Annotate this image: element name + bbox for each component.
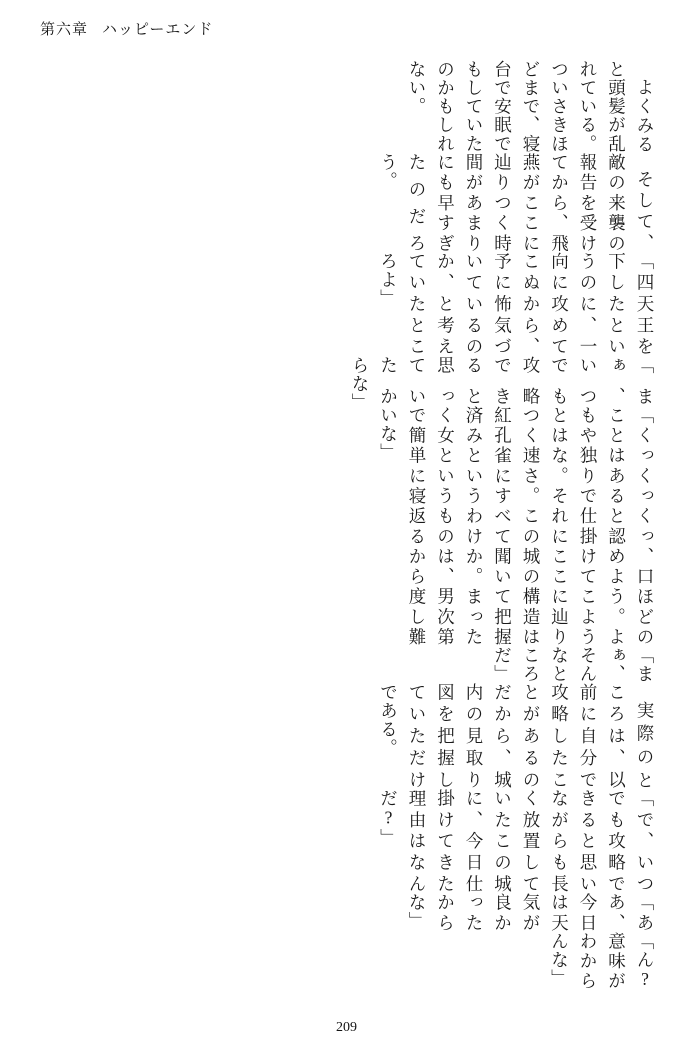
- paragraph: 「まぁ、いつでも攻略できると思っていたからな」: [350, 356, 655, 412]
- paragraph: 「ん? 意味がわからんな」: [549, 932, 655, 990]
- paragraph: 「ああ、今日は天気が良かったからな」: [407, 893, 655, 932]
- paragraph: 「で、いつでも攻略できると思いながらも長く放置していたこの城に、今日仕掛けてきた理由はなんだ?」: [378, 788, 655, 894]
- chapter-number: 第六章: [40, 22, 89, 38]
- paragraph: 「まぁ、そんなところだ」: [492, 646, 655, 684]
- paragraph: よくみると頭髪が乱れている。ついさきほどまで、寝台で安眠でもしていたのかもしれない。: [407, 60, 655, 153]
- paragraph: 「くっくっくっ、口ほどのことはあると認めよう。よもや独りで仕掛けてこようとはな。それにここに辿りつく速さ。この城の構造は紅孔雀にすべて聞いて把握済みというわけか。まったく女というものは、男次第で簡単に寝返るから度し難いな」: [378, 405, 655, 647]
- page-number: 209: [336, 1020, 357, 1035]
- chapter-title: ハッピーエンド: [102, 22, 214, 38]
- paragraph: 実際のところは、以前に自分で攻略したことがあるのだから、城内の見取り図を把握していただけである。: [378, 683, 655, 789]
- paragraph: 「四天王を下したというのに、一向に攻めてこぬから、予に怖気づいているのか、と考えていたところよ」: [378, 252, 655, 357]
- running-head: [40, 18, 213, 39]
- page-body-text: [39, 60, 659, 990]
- paragraph: そして、敵の来襲の報告を受けてから、飛燕がここに辿りつく時間があまりにも早すぎたのだろう。: [378, 152, 655, 253]
